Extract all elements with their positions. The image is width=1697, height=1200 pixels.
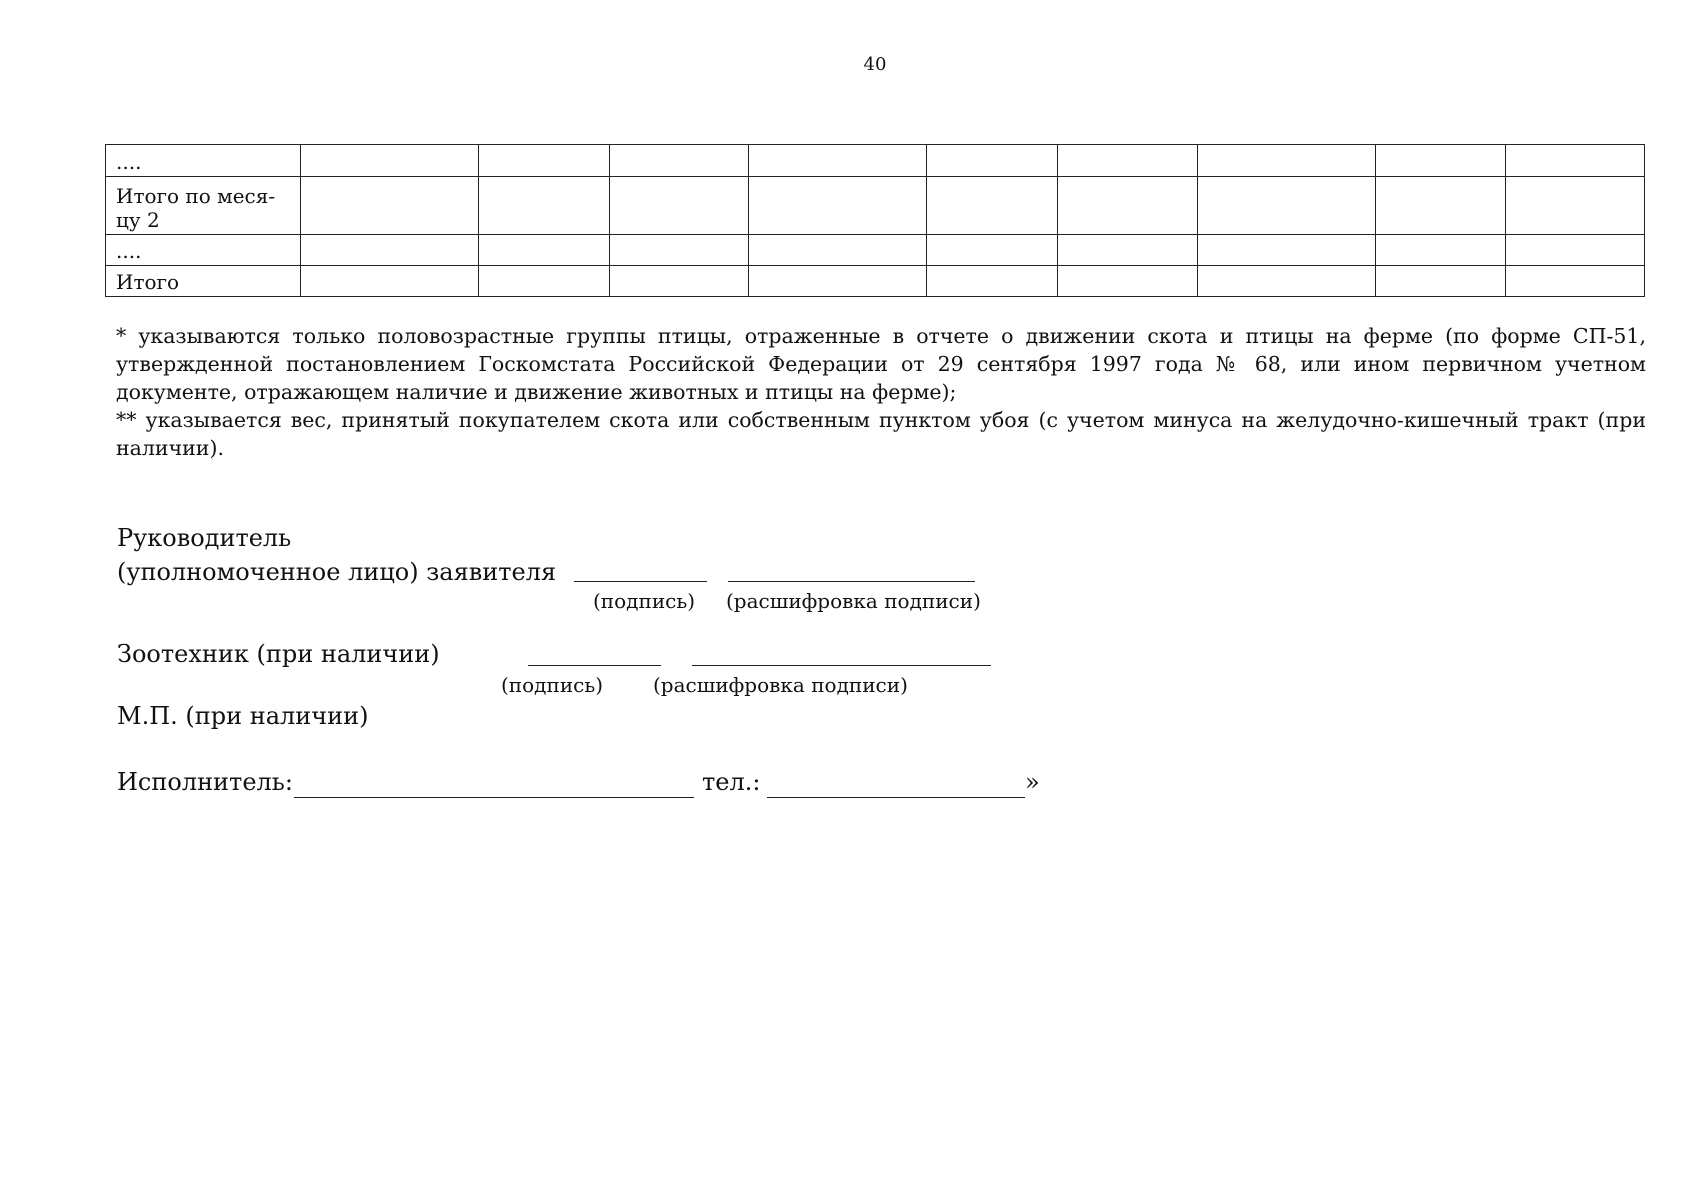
table-cell (927, 266, 1058, 297)
page-number: 40 (863, 54, 887, 75)
table-cell (1058, 145, 1198, 177)
table-cell (749, 177, 927, 235)
table-cell (479, 235, 610, 266)
table-cell (1198, 266, 1376, 297)
zoo-signature-line[interactable] (528, 665, 661, 666)
table-cell (479, 145, 610, 177)
table-cell (927, 145, 1058, 177)
row-label: .... (106, 145, 301, 177)
phone-label: тел.: (702, 768, 761, 796)
table-cell (479, 266, 610, 297)
table-cell (301, 266, 479, 297)
table-cell (1058, 177, 1198, 235)
table-cell (1376, 235, 1506, 266)
table-row (106, 177, 1645, 235)
row-label: .... (106, 235, 301, 266)
row-label: Итого (106, 266, 301, 297)
stamp-label: М.П. (при наличии) (117, 702, 369, 730)
table-cell (1376, 145, 1506, 177)
executor-label: Исполнитель: (117, 768, 293, 796)
table-cell (301, 235, 479, 266)
table-cell (479, 177, 610, 235)
head-decode-caption: (расшифровка подписи) (726, 589, 981, 613)
row-label: Итого по меся- цу 2 (106, 177, 301, 235)
table-cell (1198, 145, 1376, 177)
report-table (105, 144, 1645, 297)
table-cell (1506, 235, 1645, 266)
footnotes (116, 322, 1646, 462)
table-cell (1506, 266, 1645, 297)
table-cell (1376, 266, 1506, 297)
zoo-sign-caption: (подпись) (501, 673, 604, 697)
table-cell (1198, 235, 1376, 266)
table-cell (749, 145, 927, 177)
table-cell (1506, 177, 1645, 235)
zoo-title: Зоотехник (при наличии) (117, 640, 440, 668)
table-cell (610, 145, 749, 177)
head-sign-caption: (подпись) (593, 589, 696, 613)
table-cell (610, 266, 749, 297)
table-cell (1376, 177, 1506, 235)
phone-line[interactable] (767, 797, 1025, 798)
head-title-line1: Руководитель (117, 524, 292, 552)
zoo-decode-line[interactable] (692, 665, 991, 666)
table-cell (1198, 177, 1376, 235)
footnote-2: ** указывается вес, принятый покупателем скота или собственным пунктом убоя (с учетом минуса на желудочно-кишечный тракт (при наличии). (116, 408, 1646, 460)
report-table-container (105, 144, 1644, 297)
table-cell (610, 177, 749, 235)
table-cell (749, 266, 927, 297)
zoo-decode-caption: (расшифровка подписи) (653, 673, 908, 697)
table-cell (610, 235, 749, 266)
table-cell (1058, 235, 1198, 266)
table-cell (301, 177, 479, 235)
table-row (106, 266, 1645, 297)
table-cell (927, 177, 1058, 235)
head-signature-line[interactable] (574, 581, 707, 582)
closing-quote: » (1025, 768, 1040, 796)
table-row (106, 235, 1645, 266)
table-row (106, 145, 1645, 177)
head-title-line2: (уполномоченное лицо) заявителя (117, 558, 557, 586)
table-cell (1506, 145, 1645, 177)
table-cell (1058, 266, 1198, 297)
table-cell (749, 235, 927, 266)
footnote-1: * указываются только половозрастные группы птицы, отраженные в отчете о движении скота и птицы на ферме (по форме СП-51, утвержденной постановлением Госкомстата Российской Федерации от 29 сентября 1997 года № 68, или ином первичном учетном документе, отражающем наличие и движение животных и птицы на ферме); (116, 324, 1646, 404)
head-decode-line[interactable] (728, 581, 975, 582)
table-cell (301, 145, 479, 177)
executor-line[interactable] (294, 797, 694, 798)
table-cell (927, 235, 1058, 266)
